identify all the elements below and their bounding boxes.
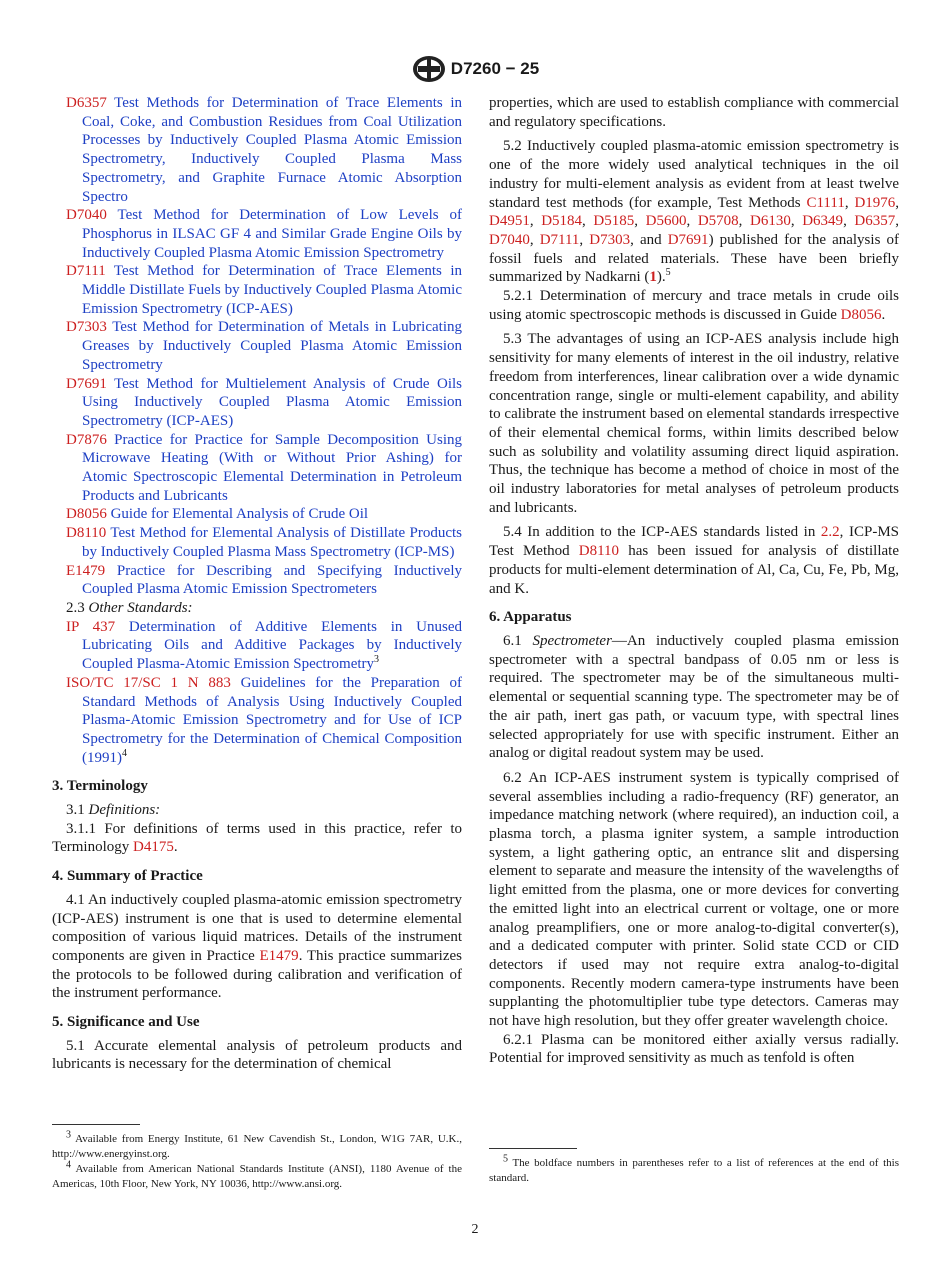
ref-code[interactable]: D8110 <box>66 525 107 542</box>
link-d6130[interactable]: D6130 <box>750 213 791 230</box>
link-d5184[interactable]: D5184 <box>541 213 583 230</box>
link-c1111[interactable]: C1111 <box>806 194 845 211</box>
link-d6357[interactable]: D6357 <box>854 213 896 230</box>
link-d5600[interactable]: D5600 <box>645 213 687 230</box>
ref-d8110 <box>52 524 462 561</box>
footnotes-left <box>52 1124 462 1192</box>
ref-code[interactable]: D7040 <box>66 207 107 224</box>
link-d5185[interactable]: D5185 <box>593 213 635 230</box>
ref-code[interactable]: IP 437 <box>66 618 116 635</box>
other-standards-heading: 2.3 Other Standards: <box>66 599 193 616</box>
section-3-heading: 3. Terminology <box>52 778 148 795</box>
ref-title[interactable]: Practice for Practice for Sample Decomposition Using Microwave Heating (With or Without Prior Ashing) for Atomic Spectroscopic Elemental Determination in Petroleum Products and Lubricants <box>82 431 462 504</box>
section-5-heading: 5. Significance and Use <box>52 1014 200 1031</box>
ref-d7303 <box>52 318 462 374</box>
footnote-5: $^5$ The boldface numbers in parentheses refer to a list of references at the end of this standard. <box>489 1153 899 1184</box>
link-d8056[interactable]: D8056 <box>840 306 882 323</box>
para-5-3: 5.3 The advantages of using an ICP-AES analysis include high sensitivity for many elements of interest in the oil industry, relative freedom from interferences, linear calibration over a wide dynamic concentration range, single or multi-element capability, and ability to calibrate the instrument based on elemental standards irrespective of their elemental chemical forms, within limits described below such as solubility and volatility assuming direct liquid aspiration. Thus, the technique has become a method of choice in most of the oil industry laboratories for metal analyses of petroleum products and lubricants. <box>489 331 899 516</box>
ref-title[interactable]: Test Method for Multielement Analysis of Crude Oils Using Inductively Coupled Plasma Atomic Emission Spectrometry (ICP-AES) <box>82 375 463 429</box>
section-4-heading: 4. Summary of Practice <box>52 868 203 885</box>
ref-code[interactable]: D7876 <box>66 431 107 448</box>
para-4-1: 4.1 An inductively coupled plasma-atomic emission spectrometry (ICP-AES) instrument is one that is used to determine elemental composition of various liquid matrices. Details of the instrument components are given in Practice E1479. This practice summarizes the protocols to be followed during calibration and verification of the instrument performance. <box>52 891 462 1002</box>
link-d4951[interactable]: D4951 <box>489 213 530 230</box>
link-d7111[interactable]: D7111 <box>539 231 580 248</box>
section-6-heading: 6. Apparatus <box>489 609 572 626</box>
ref-code[interactable]: ISO/TC 17/SC 1 N 883 <box>66 674 231 691</box>
ref-title[interactable]: Guide for Elemental Analysis of Crude Oil <box>110 506 369 523</box>
ref-code[interactable]: D6357 <box>66 95 107 111</box>
ref-d7040 <box>52 206 462 262</box>
ref-d7691 <box>52 375 462 431</box>
page-number: 2 <box>471 1222 479 1237</box>
para-5-2-1: 5.2.1 Determination of mercury and trace metals in crude oils using atomic spectroscopic methods is discussed in Guide D8056. <box>489 288 899 323</box>
ref-d6357 <box>52 94 462 206</box>
ref-title[interactable]: Test Methods for Determination of Trace Elements in Coal, Coke, and Combustion Residues from Coal Utilization Processes by Inductively Coupled Plasma Atomic Emission Spectrometry, Inductively Coupled Plasma Mass Spectrometry, and Graphite Furnace Atomic Absorption Spectro <box>82 95 462 205</box>
ref-e1479 <box>52 562 462 599</box>
ref-d7876 <box>52 431 462 506</box>
para-5-1-cont: properties, which are used to establish compliance with commercial and regulatory specifications. <box>489 95 899 130</box>
reference-1-link[interactable]: 1 <box>649 269 657 286</box>
ref-d7111 <box>52 262 462 318</box>
page-header <box>0 54 950 84</box>
para-5-2: 5.2 Inductively coupled plasma-atomic emission spectrometry is one of the more widely used analytical techniques in the oil industry for multi-element analysis as evident from at least twelve standard test methods (for example, Test Methods C1111, D1976, D4951, D5184, D5185, D5600, D5708, D6130, D6349, D6357, D7040, D7111, D7303, and D7691) published for the analysis of fossil fuels and related materials. These have been briefly summarized by Nadkarni (1).$^5$ <box>489 138 900 286</box>
para-6-2: 6.2 An ICP-AES instrument system is typically comprised of several assemblies including a radio-frequency (RF) generator, an impedance matching network (where required), an induction coil, a plasma torch, a plasma igniter system, a sample introduction system, a light gathering optic, an entrance slit and dispersing element to separate and measure the intensity of the wavelengths of light emitted from the plasma, one or more devices for converting the emitted light into an electrical current or voltage, one or more analog preamplifiers, one or more analog-to-digital converter(s), and a dedicated computer with printer. Solid state CCD or CID detectors if used may not require extra analog-to-digital components. Recently modern camera-type instruments have been supplanting the photomultiplier tube type detectors. Cameras may not have high resolution, but they offer greater wavelength choice. <box>489 769 899 1030</box>
footnotes-right <box>489 1148 899 1186</box>
link-d8110[interactable]: D8110 <box>578 543 620 560</box>
ref-title[interactable]: Test Method for Determination of Trace Elements in Middle Distillate Fuels by Inductively Coupled Plasma Atomic Emission Spectrometry (ICP-AES) <box>82 263 462 317</box>
link-d4175[interactable]: D4175 <box>133 839 174 856</box>
ref-d8056 <box>52 505 462 524</box>
link-d5708[interactable]: D5708 <box>697 213 739 230</box>
ref-code[interactable]: D8056 <box>66 506 107 523</box>
para-6-2-1: 6.2.1 Plasma can be monitored either axially versus radially. Potential for improved sensitivity as much as tenfold is often <box>489 1031 899 1067</box>
ref-code[interactable]: D7111 <box>66 263 106 280</box>
footnote-rule <box>489 1148 577 1149</box>
footnote-4: $^4$ Available from American National Standards Institute (ANSI), 1180 Avenue of the Americas, 10th Floor, New York, NY 10036, http://www.ansi.org. <box>52 1159 462 1190</box>
link-d6349[interactable]: D6349 <box>802 213 844 230</box>
para-5-4: 5.4 In addition to the ICP-AES standards listed in 2.2, ICP-MS Test Method D8110 has been issued for analysis of distillate products for multi-element determination of Al, Ca, Cu, Fe, Pb, Mg, and K. <box>489 524 900 597</box>
link-d7691[interactable]: D7691 <box>667 231 709 248</box>
ref-iso: ISO/TC 17/SC 1 N 883 Guidelines for the Preparation of Standard Methods of Analysis Using Inductively Coupled Plasma-Atomic Emission Spectrometry and for Use of ICP Spectrometry for the Determination of Chemical Composition $(1991)^4$ <box>66 674 462 766</box>
astm-logo-icon <box>411 54 447 84</box>
referenced-documents-list <box>52 94 462 599</box>
link-2-2[interactable]: 2.2 <box>820 524 840 541</box>
ref-code[interactable]: D7303 <box>66 319 107 336</box>
footnote-3: $^3$ Available from Energy Institute, 61 New Cavendish St., London, W1G 7AR, U.K., http://www.energyinst.org. <box>52 1129 462 1160</box>
ref-title[interactable]: Guidelines for the Preparation of Standard Methods of Analysis Using Inductively Coupled Plasma-Atomic Emission Spectrometry and for Use of ICP Spectrometry for the Determination of Chemical Composition (1991) <box>82 674 462 766</box>
ref-title[interactable]: Test Method for Determination of Metals in Lubricating Greases by Inductively Coupled Plasma Atomic Emission Spectrometry <box>82 319 462 373</box>
para-5-1: 5.1 Accurate elemental analysis of petroleum products and lubricants is necessary for the determination of chemical <box>52 1037 462 1073</box>
link-d1976[interactable]: D1976 <box>854 194 896 211</box>
ref-ip437: IP 437 Determination of Additive Elements in Unused Lubricating Oils and Additive Packages by Inductively Coupled Plasma-Atomic Emission Spectrometry$^3$ <box>66 618 463 673</box>
document-id: D7260 − 25 <box>450 59 540 78</box>
right-column <box>489 94 899 1068</box>
ref-title[interactable]: Determination of Additive Elements in Unused Lubricating Oils and Additive Packages by Inductively Coupled Plasma-Atomic Emission Spectrometry <box>82 618 463 673</box>
link-d7040[interactable]: D7040 <box>489 231 530 248</box>
test-method-links: C1111, D1976, D4951, D5184, D5185, D5600, D5708, D6130, D6349, D6357, D7040, D7111, D7303, <box>489 194 900 248</box>
ref-title[interactable]: Test Method for Elemental Analysis of Distillate Products by Inductively Coupled Plasma Mass Spectrometry (ICP-MS) <box>82 525 462 560</box>
link-e1479[interactable]: E1479 <box>259 947 299 964</box>
ref-code[interactable]: D7691 <box>66 375 107 392</box>
para-3-1: 3.1 Definitions: <box>66 802 161 819</box>
left-column <box>52 94 462 1074</box>
ref-title[interactable]: Practice for Describing and Specifying Inductively Coupled Plasma Atomic Emission Spectrometers <box>82 562 462 598</box>
ref-title[interactable]: Test Method for Determination of Low Levels of Phosphorus in ILSAC GF 4 and Similar Grade Engine Oils by Inductively Coupled Plasma Atomic Emission Spectrometry <box>82 207 462 261</box>
ref-code[interactable]: E1479 <box>66 562 106 579</box>
link-d7303[interactable]: D7303 <box>589 231 631 248</box>
footnote-rule <box>52 1124 140 1125</box>
para-6-1: 6.1 Spectrometer—An inductively coupled plasma emission spectrometer with a spectral bandpass of 0.05 nm or less is required. The spectrometer may be of the simultaneous multi-elemental or sequential scanning type. The spectrometer may be of the air path, inert gas path, or vacuum type, with spectral lines selected appropriately for use with specific instrument. Either an analog or digital readout system may be used. <box>489 632 900 762</box>
para-3-1-1: 3.1.1 For definitions of terms used in this practice, refer to Terminology D4175. <box>52 820 462 856</box>
